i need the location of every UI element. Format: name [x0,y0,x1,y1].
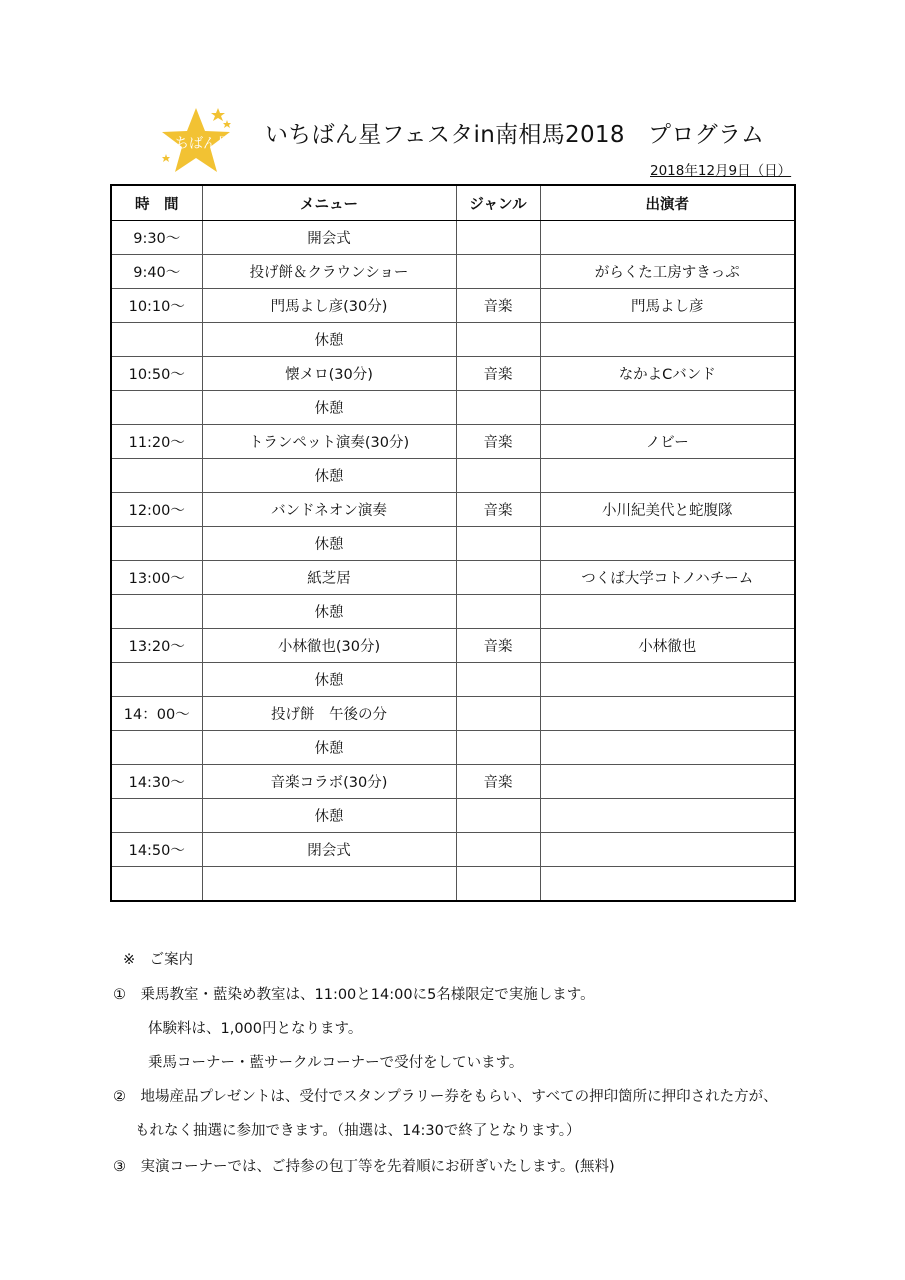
table-row [111,323,795,357]
cell-time: 11:20～ [111,425,202,459]
cell-performer [540,459,795,493]
cell-genre: 音楽 [456,425,540,459]
cell-time: 13:00～ [111,561,202,595]
cell-performer [540,833,795,867]
cell-genre [456,833,540,867]
header-genre: ジャンル [456,185,540,221]
table-header-row [111,185,795,221]
table-row [111,425,795,459]
table-row [111,391,795,425]
page-title: いちばん星フェスタin南相馬2018 プログラム [265,122,765,148]
festival-logo [158,104,234,176]
note-line: ② 地場産品プレゼントは、受付でスタンプラリー券をもらい、すべての押印箇所に押印された方が、 [113,1089,778,1105]
table-row [111,595,795,629]
cell-time: 14:50～ [111,833,202,867]
table-row [111,221,795,255]
cell-genre: 音楽 [456,357,540,391]
cell-genre: 音楽 [456,629,540,663]
cell-genre [456,799,540,833]
table-row [111,629,795,663]
table-row [111,527,795,561]
cell-time: 13:20～ [111,629,202,663]
cell-menu [202,867,456,902]
table-row [111,255,795,289]
cell-performer [540,867,795,902]
notes-heading: ※ ご案内 [123,952,194,968]
cell-time [111,459,202,493]
cell-performer [540,323,795,357]
cell-time [111,527,202,561]
cell-menu: 休憩 [202,459,456,493]
cell-time [111,867,202,902]
star-logo-icon [158,104,234,176]
cell-menu: 休憩 [202,323,456,357]
cell-time [111,663,202,697]
cell-menu: 投げ餅 午後の分 [202,697,456,731]
note-line: 乗馬コーナー・藍サークルコーナーで受付をしています。 [148,1055,524,1071]
cell-genre [456,697,540,731]
cell-menu: 休憩 [202,595,456,629]
table-row [111,663,795,697]
cell-time: 10:50～ [111,357,202,391]
cell-menu: 紙芝居 [202,561,456,595]
cell-menu: トランペット演奏(30分) [202,425,456,459]
program-table [110,184,796,902]
cell-time: 9:40～ [111,255,202,289]
cell-menu: 小林徹也(30分) [202,629,456,663]
cell-genre [456,255,540,289]
table-row [111,493,795,527]
cell-genre [456,391,540,425]
cell-genre [456,663,540,697]
cell-performer: なかよCバンド [540,357,795,391]
cell-genre [456,867,540,902]
cell-performer [540,527,795,561]
cell-genre: 音楽 [456,493,540,527]
cell-menu: 休憩 [202,663,456,697]
table-row [111,799,795,833]
header-menu: メニュー [202,185,456,221]
cell-time: 14:30～ [111,765,202,799]
cell-genre: 音楽 [456,765,540,799]
cell-menu: 休憩 [202,731,456,765]
cell-time [111,799,202,833]
header-performer: 出演者 [540,185,795,221]
logo-text: いちばん星 [161,136,231,152]
cell-performer [540,731,795,765]
cell-menu: 休憩 [202,391,456,425]
cell-time [111,323,202,357]
cell-performer [540,697,795,731]
cell-genre [456,323,540,357]
table-row [111,697,795,731]
cell-performer: ノビー [540,425,795,459]
cell-menu: 投げ餅＆クラウンショー [202,255,456,289]
table-row [111,867,795,902]
cell-performer: つくば大学コトノハチーム [540,561,795,595]
table-row [111,459,795,493]
cell-menu: バンドネオン演奏 [202,493,456,527]
note-line: ③ 実演コーナーでは、ご持参の包丁等を先着順にお研ぎいたします。(無料) [113,1159,615,1175]
cell-genre [456,527,540,561]
table-row [111,561,795,595]
cell-performer [540,595,795,629]
cell-genre [456,561,540,595]
cell-time: 14：00～ [111,697,202,731]
cell-menu: 休憩 [202,527,456,561]
cell-time [111,391,202,425]
cell-genre: 音楽 [456,289,540,323]
header-time: 時 間 [111,185,202,221]
cell-menu: 閉会式 [202,833,456,867]
cell-performer: 小川紀美代と蛇腹隊 [540,493,795,527]
cell-time [111,731,202,765]
table-row [111,357,795,391]
cell-performer: 門馬よし彦 [540,289,795,323]
table-row [111,731,795,765]
cell-performer: 小林徹也 [540,629,795,663]
cell-menu: 懐メロ(30分) [202,357,456,391]
cell-performer [540,765,795,799]
cell-performer [540,663,795,697]
cell-time: 12:00～ [111,493,202,527]
cell-genre [456,595,540,629]
event-date: 2018年12月9日（日） [650,163,792,179]
table-row [111,765,795,799]
cell-menu: 門馬よし彦(30分) [202,289,456,323]
cell-genre [456,221,540,255]
cell-menu: 音楽コラボ(30分) [202,765,456,799]
table-row [111,833,795,867]
cell-time: 9:30～ [111,221,202,255]
cell-performer [540,391,795,425]
cell-performer [540,221,795,255]
note-line: 体験料は、1,000円となります。 [148,1021,363,1037]
cell-menu: 開会式 [202,221,456,255]
cell-menu: 休憩 [202,799,456,833]
cell-time: 10:10～ [111,289,202,323]
note-line: ① 乗馬教室・藍染め教室は、11:00と14:00に5名様限定で実施します。 [113,987,595,1003]
cell-genre [456,459,540,493]
note-line: もれなく抽選に参加できます。（抽選は、14:30で終了となります。） [135,1123,581,1139]
table-row [111,289,795,323]
cell-genre [456,731,540,765]
cell-time [111,595,202,629]
cell-performer [540,799,795,833]
cell-performer: がらくた工房すきっぷ [540,255,795,289]
